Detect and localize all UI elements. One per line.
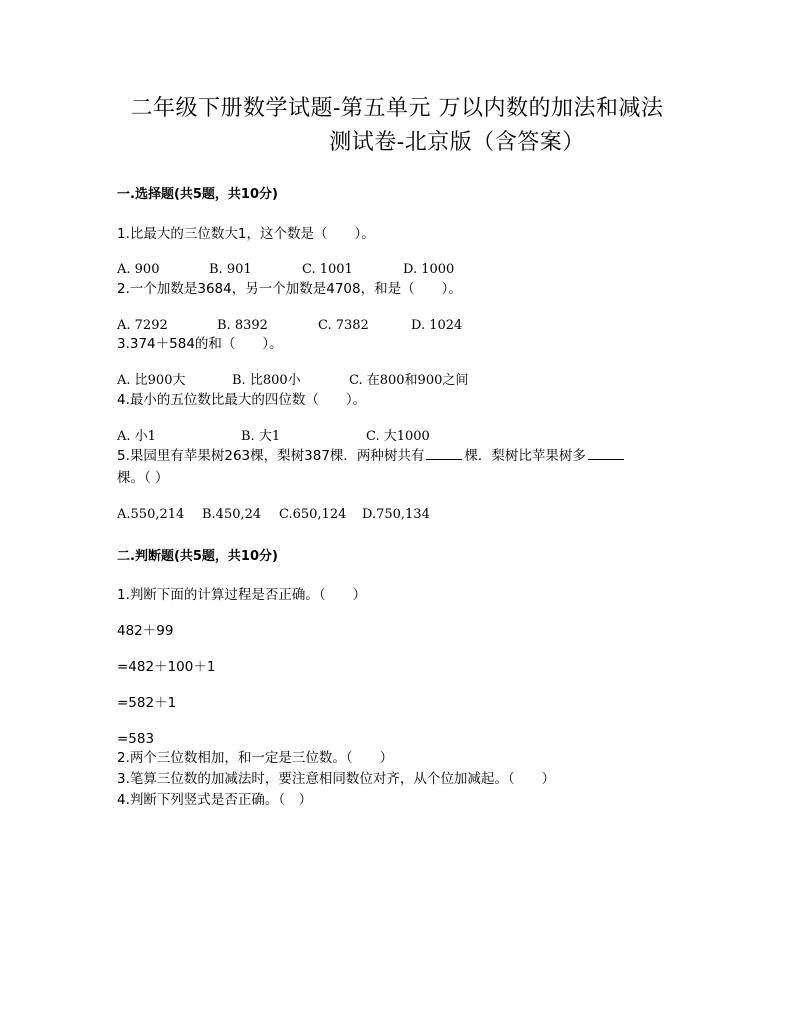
question-2-2: 2.两个三位数相加，和一定是三位数。（ ） (117, 750, 394, 766)
option-1-2-d: D. 1024 (411, 318, 463, 333)
section-1-heading: 一.选择题(共5题，共10分) (117, 187, 278, 202)
option-1-3-a: A. 比900大 (117, 373, 186, 388)
option-1-1-d: D. 1000 (403, 262, 455, 277)
option-1-3-b: B. 比800小 (232, 373, 301, 388)
question-1-5-part-2: 棵．梨树比苹果树多 (464, 448, 586, 464)
calc-line-2: =482＋100＋1 (117, 659, 216, 675)
option-1-2-b: B. 8392 (217, 318, 268, 333)
option-1-5-d: D.750,134 (362, 507, 430, 522)
question-1-4: 4.最小的五位数比最大的四位数（ ）。 (117, 392, 367, 408)
option-1-1-c: C. 1001 (302, 262, 353, 277)
option-1-4-b: B. 大1 (241, 429, 281, 444)
option-1-4-a: A. 小1 (117, 429, 156, 444)
title-line-2: 测试卷-北京版（含答案） (329, 130, 585, 155)
title-line-1: 二年级下册数学试题-第五单元 万以内数的加法和减法 (130, 96, 664, 121)
question-2-1: 1.判断下面的计算过程是否正确。（ ） (117, 587, 367, 603)
option-1-5-b: B.450,24 (202, 507, 262, 522)
question-1-2: 2.一个加数是3684，另一个加数是4708，和是（ ）。 (117, 281, 462, 297)
question-1-5 (117, 447, 626, 465)
option-1-5-a: A.550,214 (117, 507, 185, 522)
option-1-1-b: B. 901 (209, 262, 252, 277)
question-1-3: 3.374＋584的和（ ）。 (117, 336, 283, 352)
option-1-2-a: A. 7292 (117, 318, 168, 333)
option-1-3-c: C. 在800和900之间 (349, 373, 469, 388)
calc-line-3: =582＋1 (117, 695, 177, 711)
question-2-4: 4.判断下列竖式是否正确。（ ） (117, 792, 313, 808)
option-1-5-c: C.650,124 (279, 507, 347, 522)
calc-line-1: 482＋99 (117, 623, 174, 639)
answer-blank-2 (588, 447, 624, 460)
option-1-4-c: C. 大1000 (366, 429, 430, 444)
question-2-3: 3.笔算三位数的加减法时，要注意相同数位对齐，从个位加减起。（ ） (117, 771, 556, 787)
question-1-5-line-2: 棵。（ ） (117, 470, 169, 486)
question-1-1: 1.比最大的三位数大1，这个数是（ ）。 (117, 226, 375, 242)
question-1-5-part-1: 5.果园里有苹果树263棵，梨树387棵．两种树共有 (117, 448, 425, 464)
calc-line-4: =583 (117, 731, 155, 747)
section-2-heading: 二.判断题(共5题，共10分) (117, 549, 278, 564)
option-1-1-a: A. 900 (117, 262, 160, 277)
option-1-2-c: C. 7382 (318, 318, 369, 333)
answer-blank-1 (426, 447, 462, 460)
